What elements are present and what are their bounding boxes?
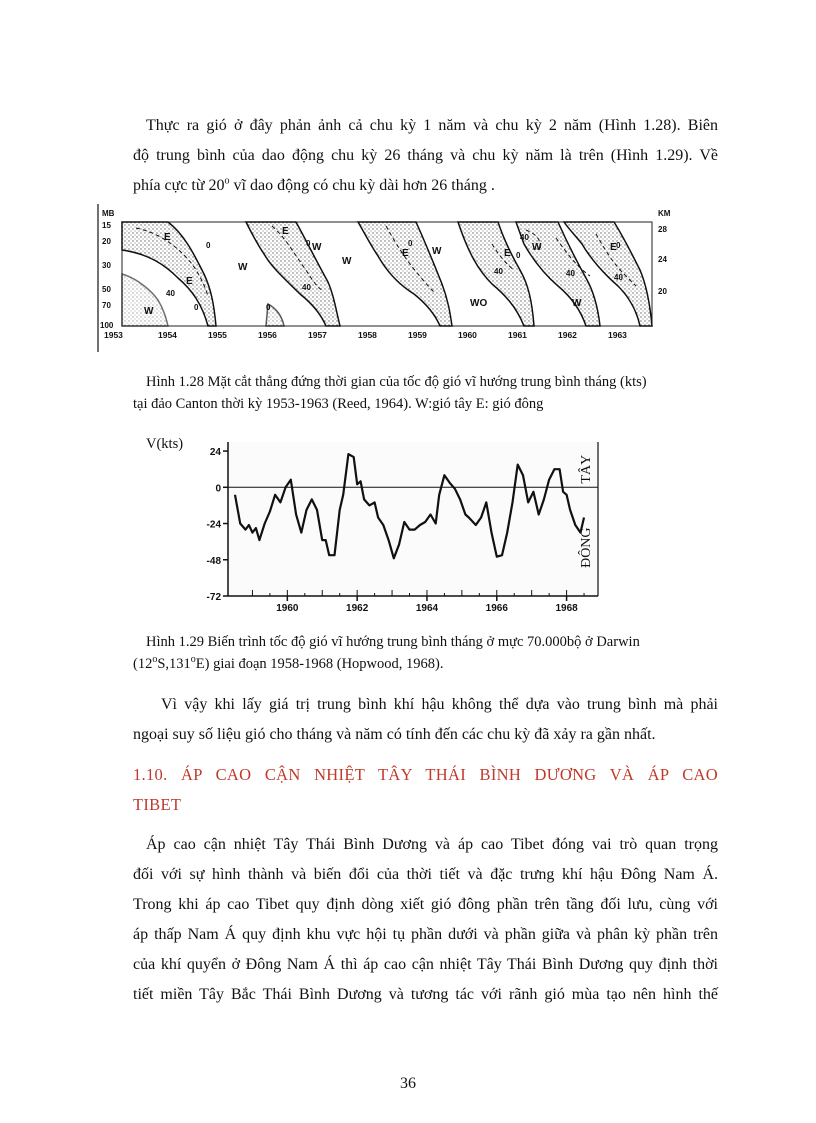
west-label: W [238, 262, 248, 273]
pressure-tick: 100 [100, 321, 114, 330]
heading-line: TIBET [133, 795, 182, 814]
east-label: E [610, 242, 617, 253]
west-label: W [532, 242, 542, 253]
year-label: 1963 [608, 330, 627, 340]
year-label: 1955 [208, 330, 227, 340]
x-tick-label: 1960 [276, 603, 299, 614]
west-label: W [432, 246, 442, 257]
figure-1-28-time-height-section [96, 204, 678, 354]
forty-contour-label: 40 [302, 283, 311, 292]
height-unit-label: KM [658, 209, 671, 218]
zonal-wind-chart [140, 436, 630, 614]
west-label: W [572, 298, 582, 309]
east-label: E [282, 226, 289, 237]
y-tick-label: 24 [209, 447, 221, 459]
year-label: 1962 [558, 330, 577, 340]
zero-contour-label: 0 [306, 239, 311, 248]
caption-line: Hình 1.29 Biến trình tốc độ gió vĩ hướng trung bình tháng ở mực 70.000bộ ở Darwin [146, 634, 640, 650]
figure-1-29 [140, 436, 630, 614]
zero-contour-label: 0 [206, 241, 211, 250]
paragraph-line: ngoại suy số liệu gió cho tháng và năm có tính đến các chu kỳ đã xảy ra gần nhất. [133, 726, 656, 743]
forty-contour-label: 40 [494, 267, 503, 276]
x-tick-label: 1966 [485, 603, 508, 614]
forty-contour-label: 40 [614, 273, 623, 282]
year-label: 1959 [408, 330, 427, 340]
caption-line: tại đảo Canton thời kỳ 1953-1963 (Reed, 1964). W:gió tây E: gió đông [133, 396, 544, 412]
y-tick-label: -72 [206, 592, 221, 603]
west-label: W [342, 256, 352, 267]
paragraph-line: của khí quyển ở Đông Nam Á thì áp cao cận nhiệt Tây Thái Bình Dương quy định thời [133, 956, 718, 973]
west-annotation: TÂY [579, 454, 594, 484]
x-tick-label: 1968 [555, 603, 578, 614]
pressure-tick: 30 [102, 261, 111, 270]
figure-1-28-caption [133, 371, 723, 415]
zero-contour-label: 0 [516, 251, 521, 260]
x-tick-label: 1962 [346, 603, 369, 614]
west-zero-label: WO [470, 298, 488, 309]
y-tick-label: -24 [206, 519, 221, 531]
year-label: 1958 [358, 330, 377, 340]
paragraph-line: Vì vậy khi lấy giá trị trung bình khí hậu không thể dựa vào trung bình mà phải [161, 696, 718, 713]
west-label: W [144, 306, 154, 317]
paragraph-line: đối với sự hình thành và biến đổi của thời tiết và đặc trưng khí hậu Đông Nam Á. [133, 866, 718, 883]
figure-1-29-caption [133, 631, 723, 675]
intro-line-2: độ trung bình của dao động chu kỳ 26 tháng và chu kỳ năm là trên (Hình 1.29). Về [133, 147, 718, 164]
paragraph-line: Trong khi áp cao Tibet quy định dòng xiết gió đông phần trên tầng đối lưu, cùng với [133, 896, 718, 913]
year-label: 1953 [104, 330, 123, 340]
pressure-tick: 70 [102, 301, 111, 310]
pressure-tick: 20 [102, 237, 111, 246]
zero-contour-label: 0 [408, 239, 413, 248]
east-label: E [164, 232, 171, 243]
year-label: 1957 [308, 330, 327, 340]
pressure-unit-label: MB [102, 209, 115, 218]
plot-area [228, 442, 598, 596]
height-tick: 28 [658, 225, 667, 234]
height-tick: 24 [658, 255, 667, 264]
paragraph-line: áp thấp Nam Á quy định khu vực hội tụ phần dưới và phần giữa và phân kỳ phần trên [133, 926, 718, 943]
caption-line: Hình 1.28 Mặt cắt thẳng đứng thời gian của tốc độ gió vĩ hướng trung bình tháng (kts) [146, 374, 647, 390]
heading-line: 1.10. ÁP CAO CẬN NHIỆT TÂY THÁI BÌNH DƯƠNG VÀ ÁP CAO [133, 765, 718, 784]
east-label: E [504, 248, 511, 259]
west-label: W [312, 242, 322, 253]
zero-contour-label: 0 [194, 303, 199, 312]
zero-contour-label: 0 [266, 303, 271, 312]
zero-contour-label: 0 [616, 241, 621, 250]
year-label: 1961 [508, 330, 527, 340]
east-label: E [186, 276, 193, 287]
east-label: E [402, 248, 409, 259]
section-heading-1-10 [133, 760, 718, 820]
conclusion-paragraph [133, 690, 718, 750]
year-label: 1956 [258, 330, 277, 340]
intro-line-1: Thực ra gió ở đây phản ảnh cả chu kỳ 1 năm và chu kỳ 2 năm (Hình 1.28). Biên [146, 117, 718, 134]
forty-contour-label: 40 [520, 233, 529, 242]
pressure-tick: 50 [102, 285, 111, 294]
height-tick: 20 [658, 287, 667, 296]
y-axis-title: V(kts) [146, 436, 184, 452]
intro-line-3: phía cực từ 20$^o$ vĩ dao động có chu kỳ dài hơn 26 tháng . [133, 175, 495, 194]
paragraph-line: tiết miền Tây Bắc Thái Bình Dương và tương tác với rãnh gió mùa tạo nên hình thế [133, 986, 718, 1003]
east-annotation: ĐÔNG [579, 527, 594, 568]
intro-paragraph [133, 111, 718, 201]
section-paragraph [133, 830, 718, 1010]
y-tick-label: 0 [215, 483, 221, 495]
page-number: 36 [400, 1075, 416, 1092]
paragraph-line: Áp cao cận nhiệt Tây Thái Bình Dương và áp cao Tibet đóng vai trò quan trọng [146, 836, 718, 853]
year-label: 1954 [158, 330, 177, 340]
year-label: 1960 [458, 330, 477, 340]
forty-contour-label: 40 [566, 269, 575, 278]
forty-contour-label: 40 [166, 289, 175, 298]
y-tick-label: -48 [206, 555, 221, 567]
x-tick-label: 1964 [415, 603, 439, 614]
caption-line: (12$^o$S,131$^o$E) giai đoạn 1958-1968 (Hopwood, 1968). [133, 654, 444, 672]
pressure-tick: 15 [102, 221, 111, 230]
